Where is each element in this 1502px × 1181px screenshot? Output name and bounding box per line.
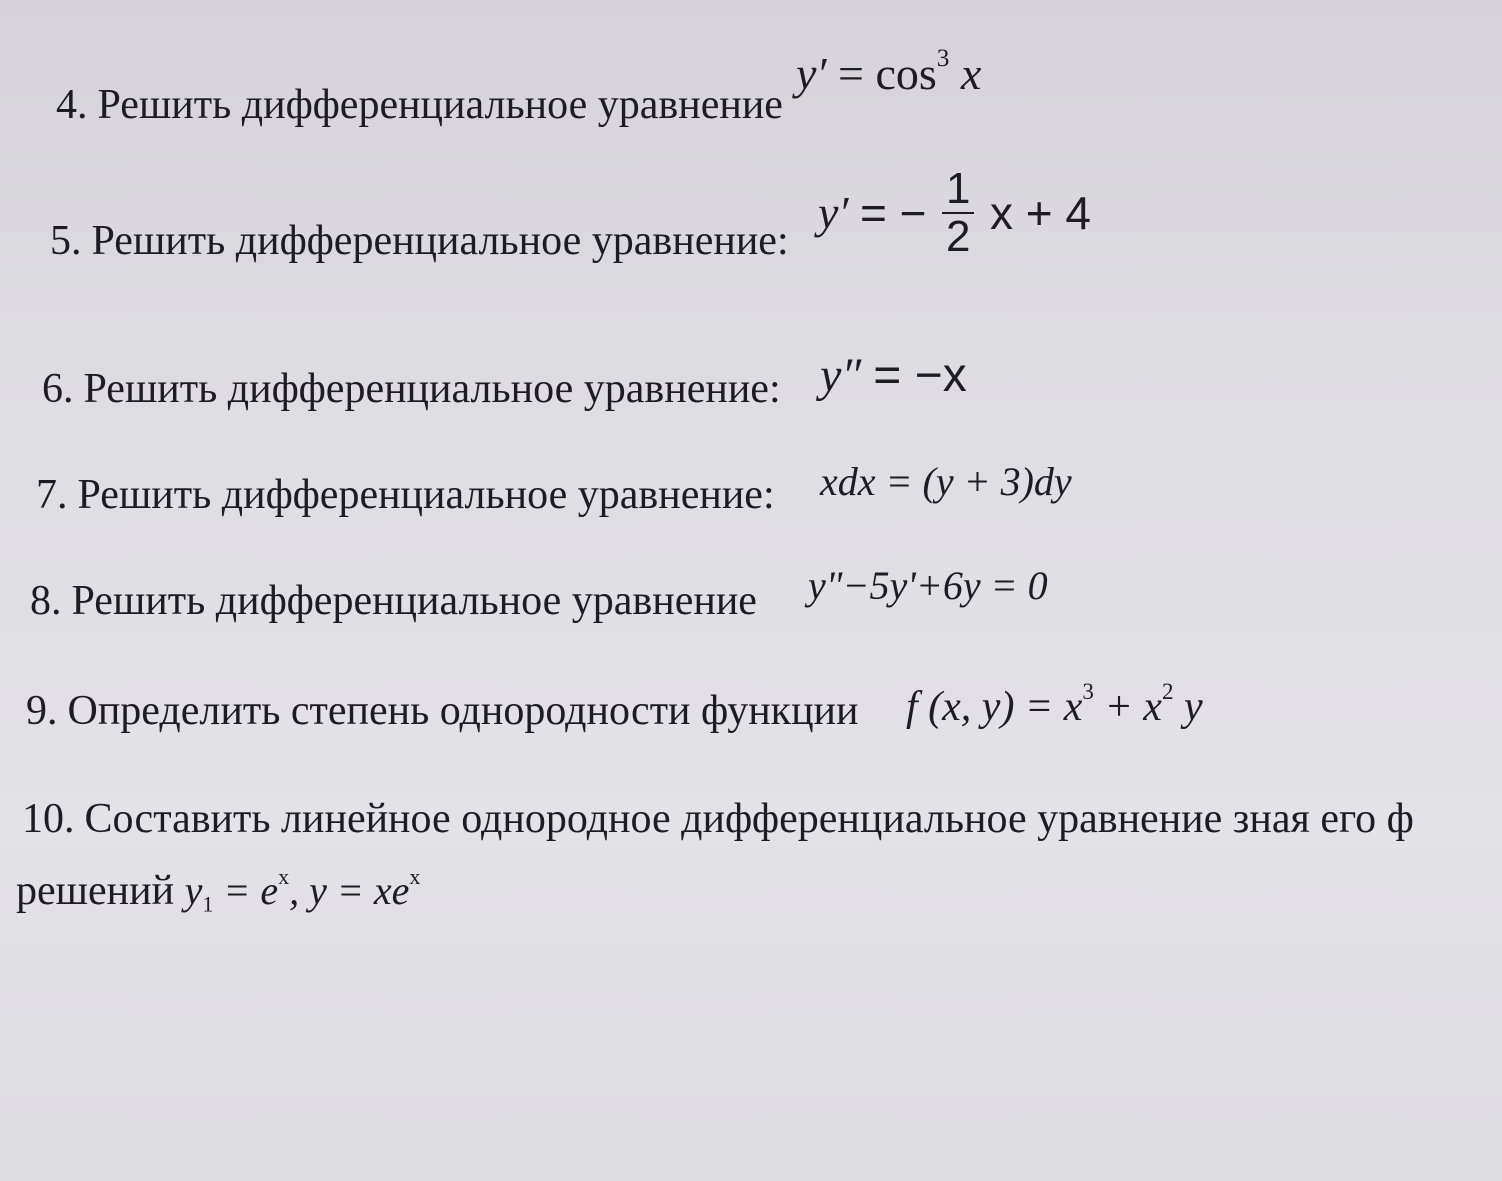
formula-power: 3 xyxy=(936,44,950,72)
formula-end: y xyxy=(1173,683,1203,730)
formula-fn: cos xyxy=(875,47,937,99)
task-10-continuation xyxy=(16,866,420,915)
task-number: 9. xyxy=(26,688,58,734)
formula-7 xyxy=(820,459,1072,504)
formula-6 xyxy=(820,349,967,402)
formula-5 xyxy=(818,166,1091,260)
formula-power: x xyxy=(278,864,290,889)
task-text: Составить линейное однородное дифференциальное уравнение зная его ф xyxy=(84,796,1414,842)
formula-8 xyxy=(808,563,1048,608)
task-text: Решить дифференциальное уравнение: xyxy=(91,218,789,264)
formula-eq: = xyxy=(837,47,864,99)
task-6 xyxy=(42,368,781,410)
formula-mid: + x xyxy=(1093,683,1162,730)
task-9 xyxy=(26,690,859,732)
formula-9 xyxy=(906,680,1203,728)
formula-rest: x + 4 xyxy=(989,187,1091,240)
formula-eq: = − xyxy=(873,349,943,402)
formula-f: f (x, y) = x xyxy=(906,683,1083,730)
fraction-numerator: 1 xyxy=(942,166,974,214)
task-4 xyxy=(56,84,783,126)
task-text: Решить дифференциальное уравнение xyxy=(71,578,757,624)
formula-var: x xyxy=(960,47,982,99)
formula-lhs: y′ xyxy=(818,187,849,239)
fraction xyxy=(942,166,974,260)
task-text: Решить дифференциальное уравнение: xyxy=(77,472,775,518)
task-number: 10. xyxy=(22,796,75,842)
formula-lhs: y″ xyxy=(820,349,862,402)
task-number: 6. xyxy=(42,366,74,412)
task-number: 7. xyxy=(36,472,68,518)
formula-4 xyxy=(796,46,981,97)
task-text: Определить степень однородности функции xyxy=(67,688,859,734)
fraction-denominator: 2 xyxy=(946,212,971,262)
formula-10 xyxy=(184,864,421,917)
formula-rhs: x xyxy=(942,349,967,402)
formula-power: x xyxy=(409,864,421,889)
task-number: 5. xyxy=(50,218,82,264)
formula-power: 3 xyxy=(1082,678,1094,704)
task-10 xyxy=(22,798,1414,840)
formula-second: , y = xe xyxy=(289,867,410,913)
task-text-continued: решений xyxy=(16,867,175,914)
task-text: Решить дифференциальное уравнение: xyxy=(83,366,781,412)
formula-eq: = − xyxy=(859,187,927,240)
task-5 xyxy=(50,220,789,262)
formula-expression: y"−5y'+6y = 0 xyxy=(808,563,1048,608)
formula-y: y xyxy=(184,867,203,913)
task-number: 8. xyxy=(30,578,62,624)
task-text: Решить дифференциальное уравнение xyxy=(97,82,783,128)
formula-subscript: 1 xyxy=(202,891,214,917)
task-number: 4. xyxy=(56,82,88,128)
formula-lhs: y′ xyxy=(796,47,827,99)
task-8 xyxy=(30,580,757,622)
formula-expression: xdx = (y + 3)dy xyxy=(820,459,1072,504)
formula-power: 2 xyxy=(1161,678,1174,704)
task-7 xyxy=(36,474,775,516)
formula-eq: = e xyxy=(213,867,279,913)
